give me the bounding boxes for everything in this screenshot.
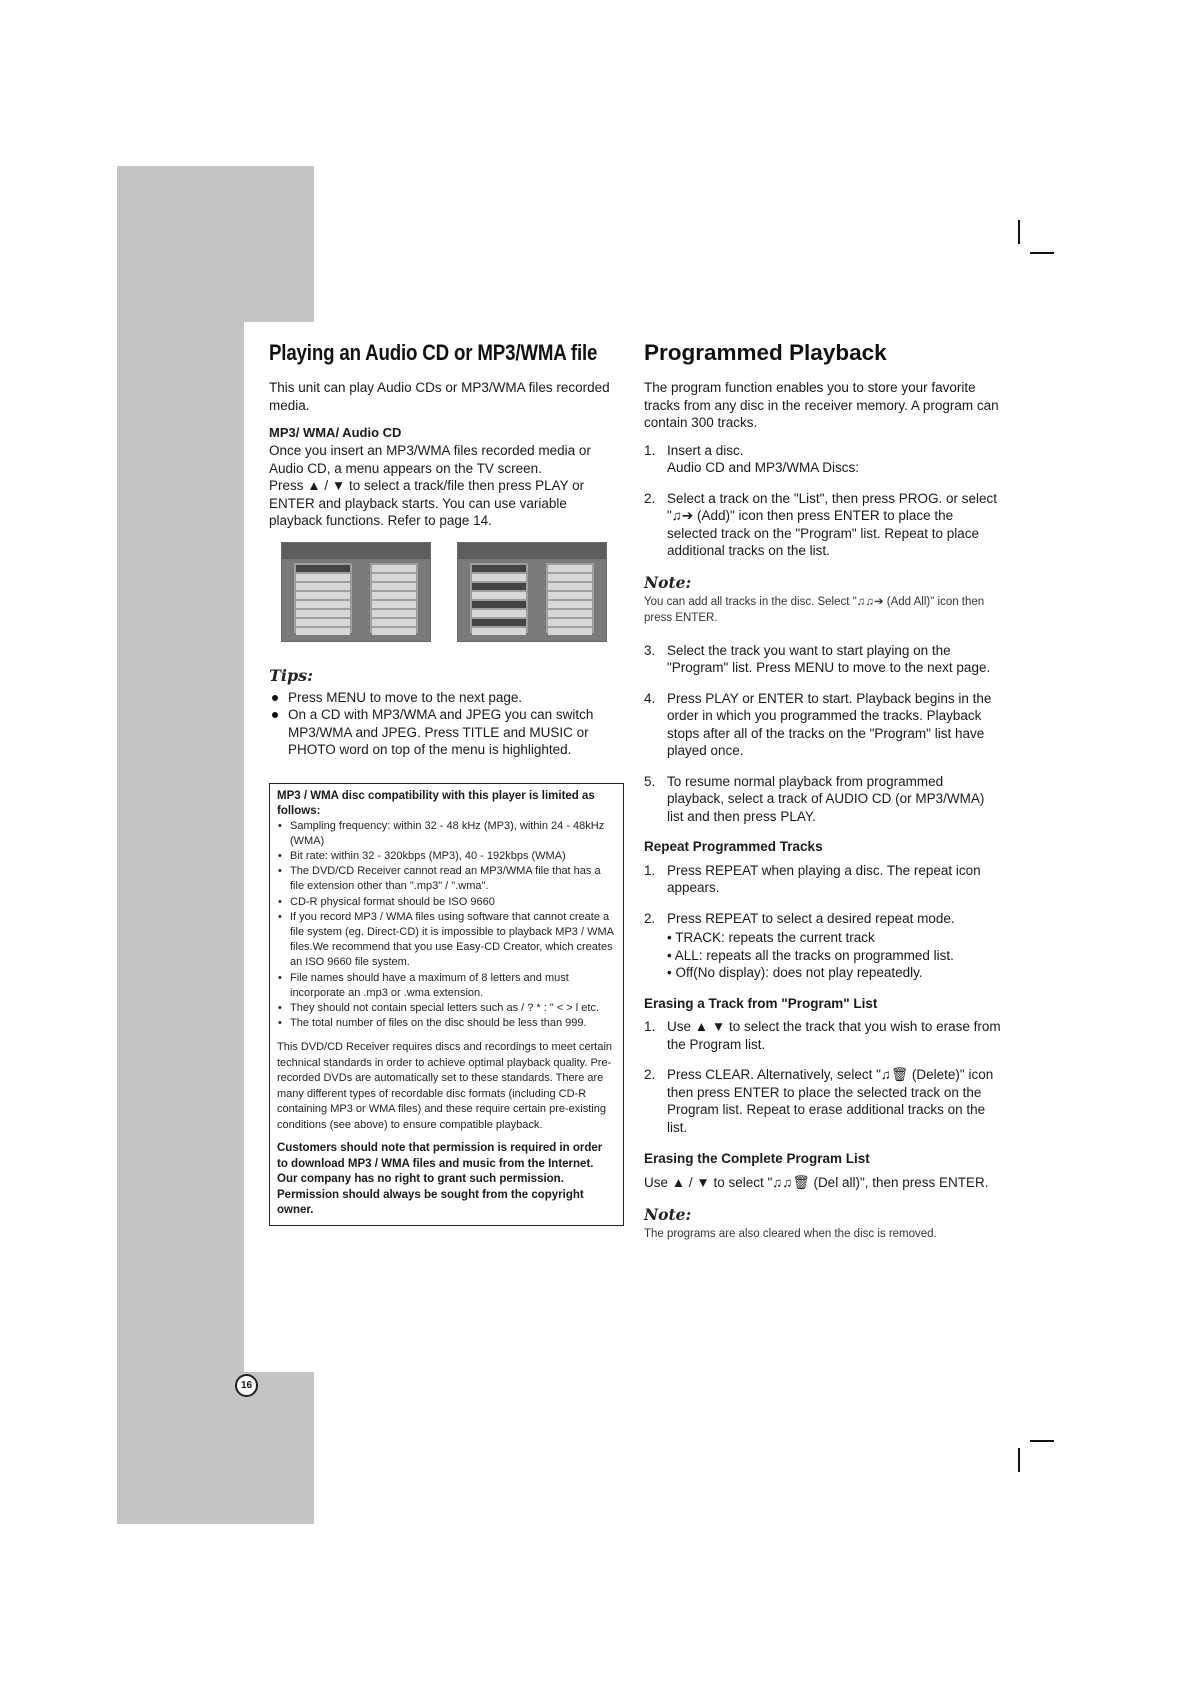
step-item: 1. Use ▲ ▼ to select the track that you wish to erase from the Program list.	[644, 1019, 1001, 1052]
crop-mark	[1018, 1448, 1020, 1472]
program-steps-a	[644, 442, 1002, 560]
step-item: 1. Press REPEAT when playing a disc. The repeat icon appears.	[644, 862, 981, 895]
repeat-mode: • ALL: repeats all the tracks on programmed list.	[667, 947, 954, 963]
requirements-paragraph: This DVD/CD Receiver requires discs and recordings to meet certain technical standards in order to achieve optimal playback quality. Pre-recorded DVDs are automatically set to these standards. There are many different types of recordable disc formats (including CD-R containing MP3 or WMA files) and these require certain pre-existing conditions (see above) to ensure compatible playback.	[277, 1041, 613, 1131]
left-column	[269, 340, 622, 1226]
compatibility-box	[269, 783, 624, 1226]
note-heading: Note:	[644, 1205, 692, 1224]
repeat-mode: • TRACK: repeats the current track	[667, 930, 875, 945]
step-item: 1. Insert a disc. Audio CD and MP3/WMA Discs:	[644, 442, 860, 475]
crop-mark	[1030, 252, 1054, 254]
note-heading: Note:	[644, 572, 692, 592]
compatibility-item: • If you record MP3 / WMA files using software that cannot create a file system (eg. Direct-CD) it is impossible to playback MP3 / WMA files.We recommend that you use Easy-CD Creator, which creates an ISO 9660 file system.	[277, 910, 616, 971]
intro-text: This unit can play Audio CDs or MP3/WMA files recorded media.	[269, 380, 610, 413]
compatibility-title: MP3 / WMA disc compatibility with this player is limited as follows:	[277, 789, 595, 817]
intro-text: The program function enables you to store your favorite tracks from any disc in the receiver memory. A program can contain 300 tracks.	[644, 380, 999, 430]
repeat-mode: • Off(No display): does not play repeatedly.	[667, 965, 923, 980]
tips-list	[269, 689, 622, 759]
crop-mark	[1018, 220, 1020, 244]
body-text: Once you insert an MP3/WMA files recorded media or Audio CD, a menu appears on the TV screen.	[269, 443, 591, 476]
tip-item: Press MENU to move to the next page.	[269, 689, 622, 707]
section-title-programmed: Programmed Playback	[644, 340, 887, 365]
tips-heading: Tips:	[269, 665, 314, 685]
mp3-wma-menu-screenshot	[457, 542, 607, 642]
compatibility-item: • File names should have a maximum of 8 letters and must incorporate an .mp3 or .wma extension.	[277, 971, 616, 1001]
right-column	[644, 340, 1002, 1242]
section-title-audio: Playing an Audio CD or MP3/WMA file	[269, 340, 598, 365]
step-item: 5. To resume normal playback from programmed playback, select a track of AUDIO CD (or MP3/WMA) list and then press PLAY.	[644, 773, 985, 824]
page-margin-bar-mid	[117, 322, 244, 1372]
subheading-mp3-wma-audio-cd: MP3/ WMA/ Audio CD	[269, 425, 402, 440]
erase-steps	[644, 1018, 1002, 1136]
step-item: 4. Press PLAY or ENTER to start. Playback begins in the order in which you programmed the tracks. Playback stops after all of the tracks on the "Program" list have played once.	[644, 690, 992, 758]
step-item: 3. Select the track you want to start playing on the "Program" list. Press MENU to move to the next page.	[644, 642, 991, 675]
crop-mark	[1030, 1440, 1054, 1442]
copyright-notice: Customers should note that permission is required in order to download MP3 / WMA files and music from the Internet. Our company has no right to grant such permission. Permission should always be sought from the copyright owner.	[277, 1142, 603, 1217]
step-item: 2. Press CLEAR. Alternatively, select "♫🗑 (Delete)" icon then press ENTER to place the selected track on the Program list. Repeat to erase additional tracks on the list.	[644, 1067, 994, 1135]
repeat-steps	[644, 862, 1002, 982]
compatibility-item: • The total number of files on the disc should be less than 999.	[277, 1016, 616, 1031]
audio-cd-menu-screenshot	[281, 542, 431, 642]
compatibility-item: • Sampling frequency: within 32 - 48 kHz (MP3), within 24 - 48kHz (WMA)	[277, 819, 616, 849]
erase-all-text: Use ▲ / ▼ to select "♫♫🗑 (Del all)", then press ENTER.	[644, 1174, 989, 1190]
page-margin-bar-top	[117, 166, 314, 322]
compatibility-item: • Bit rate: within 32 - 320kbps (MP3), 40 - 192kbps (WMA)	[277, 849, 616, 864]
note-text: You can add all tracks in the disc. Select "♫♫➔ (Add All)" icon then press ENTER.	[644, 595, 985, 624]
subheading-erase-all: Erasing the Complete Program List	[644, 1151, 870, 1166]
compatibility-item: • They should not contain special letters such as / ? * : " < > l etc.	[277, 1001, 616, 1016]
body-text: Press ▲ / ▼ to select a track/file then press PLAY or ENTER and playback starts. You can use variable playback functions. Refer to page 14.	[269, 478, 585, 528]
program-steps-b	[644, 642, 1002, 826]
compatibility-item: • CD-R physical format should be ISO 9660	[277, 895, 616, 910]
menu-screenshots	[281, 542, 622, 642]
compatibility-item: • The DVD/CD Receiver cannot read an MP3/WMA file that has a file extension other than ".mp3" / ".wma".	[277, 864, 616, 894]
note-text: The programs are also cleared when the disc is removed.	[644, 1228, 937, 1240]
page-margin-bar-bottom	[117, 1372, 314, 1524]
subheading-repeat: Repeat Programmed Tracks	[644, 839, 823, 854]
tip-item: On a CD with MP3/WMA and JPEG you can switch MP3/WMA and JPEG. Press TITLE and MUSIC or PHOTO word on top of the menu is highlighted.	[269, 706, 622, 759]
subheading-erase-track: Erasing a Track from "Program" List	[644, 995, 878, 1011]
compatibility-list	[277, 819, 616, 1032]
step-item: 2. Press REPEAT to select a desired repeat mode. • TRACK: repeats the current track • ALL: repeats all the tracks on programmed list. • Off(No display): does not play repeatedly.	[644, 910, 1002, 982]
page-number: 16	[235, 1374, 258, 1397]
step-item: 2. Select a track on the "List", then press PROG. or select "♫➔ (Add)" icon then press ENTER to place the selected track on the "Program" list. Repeat to place additional tracks on the list.	[644, 490, 997, 558]
